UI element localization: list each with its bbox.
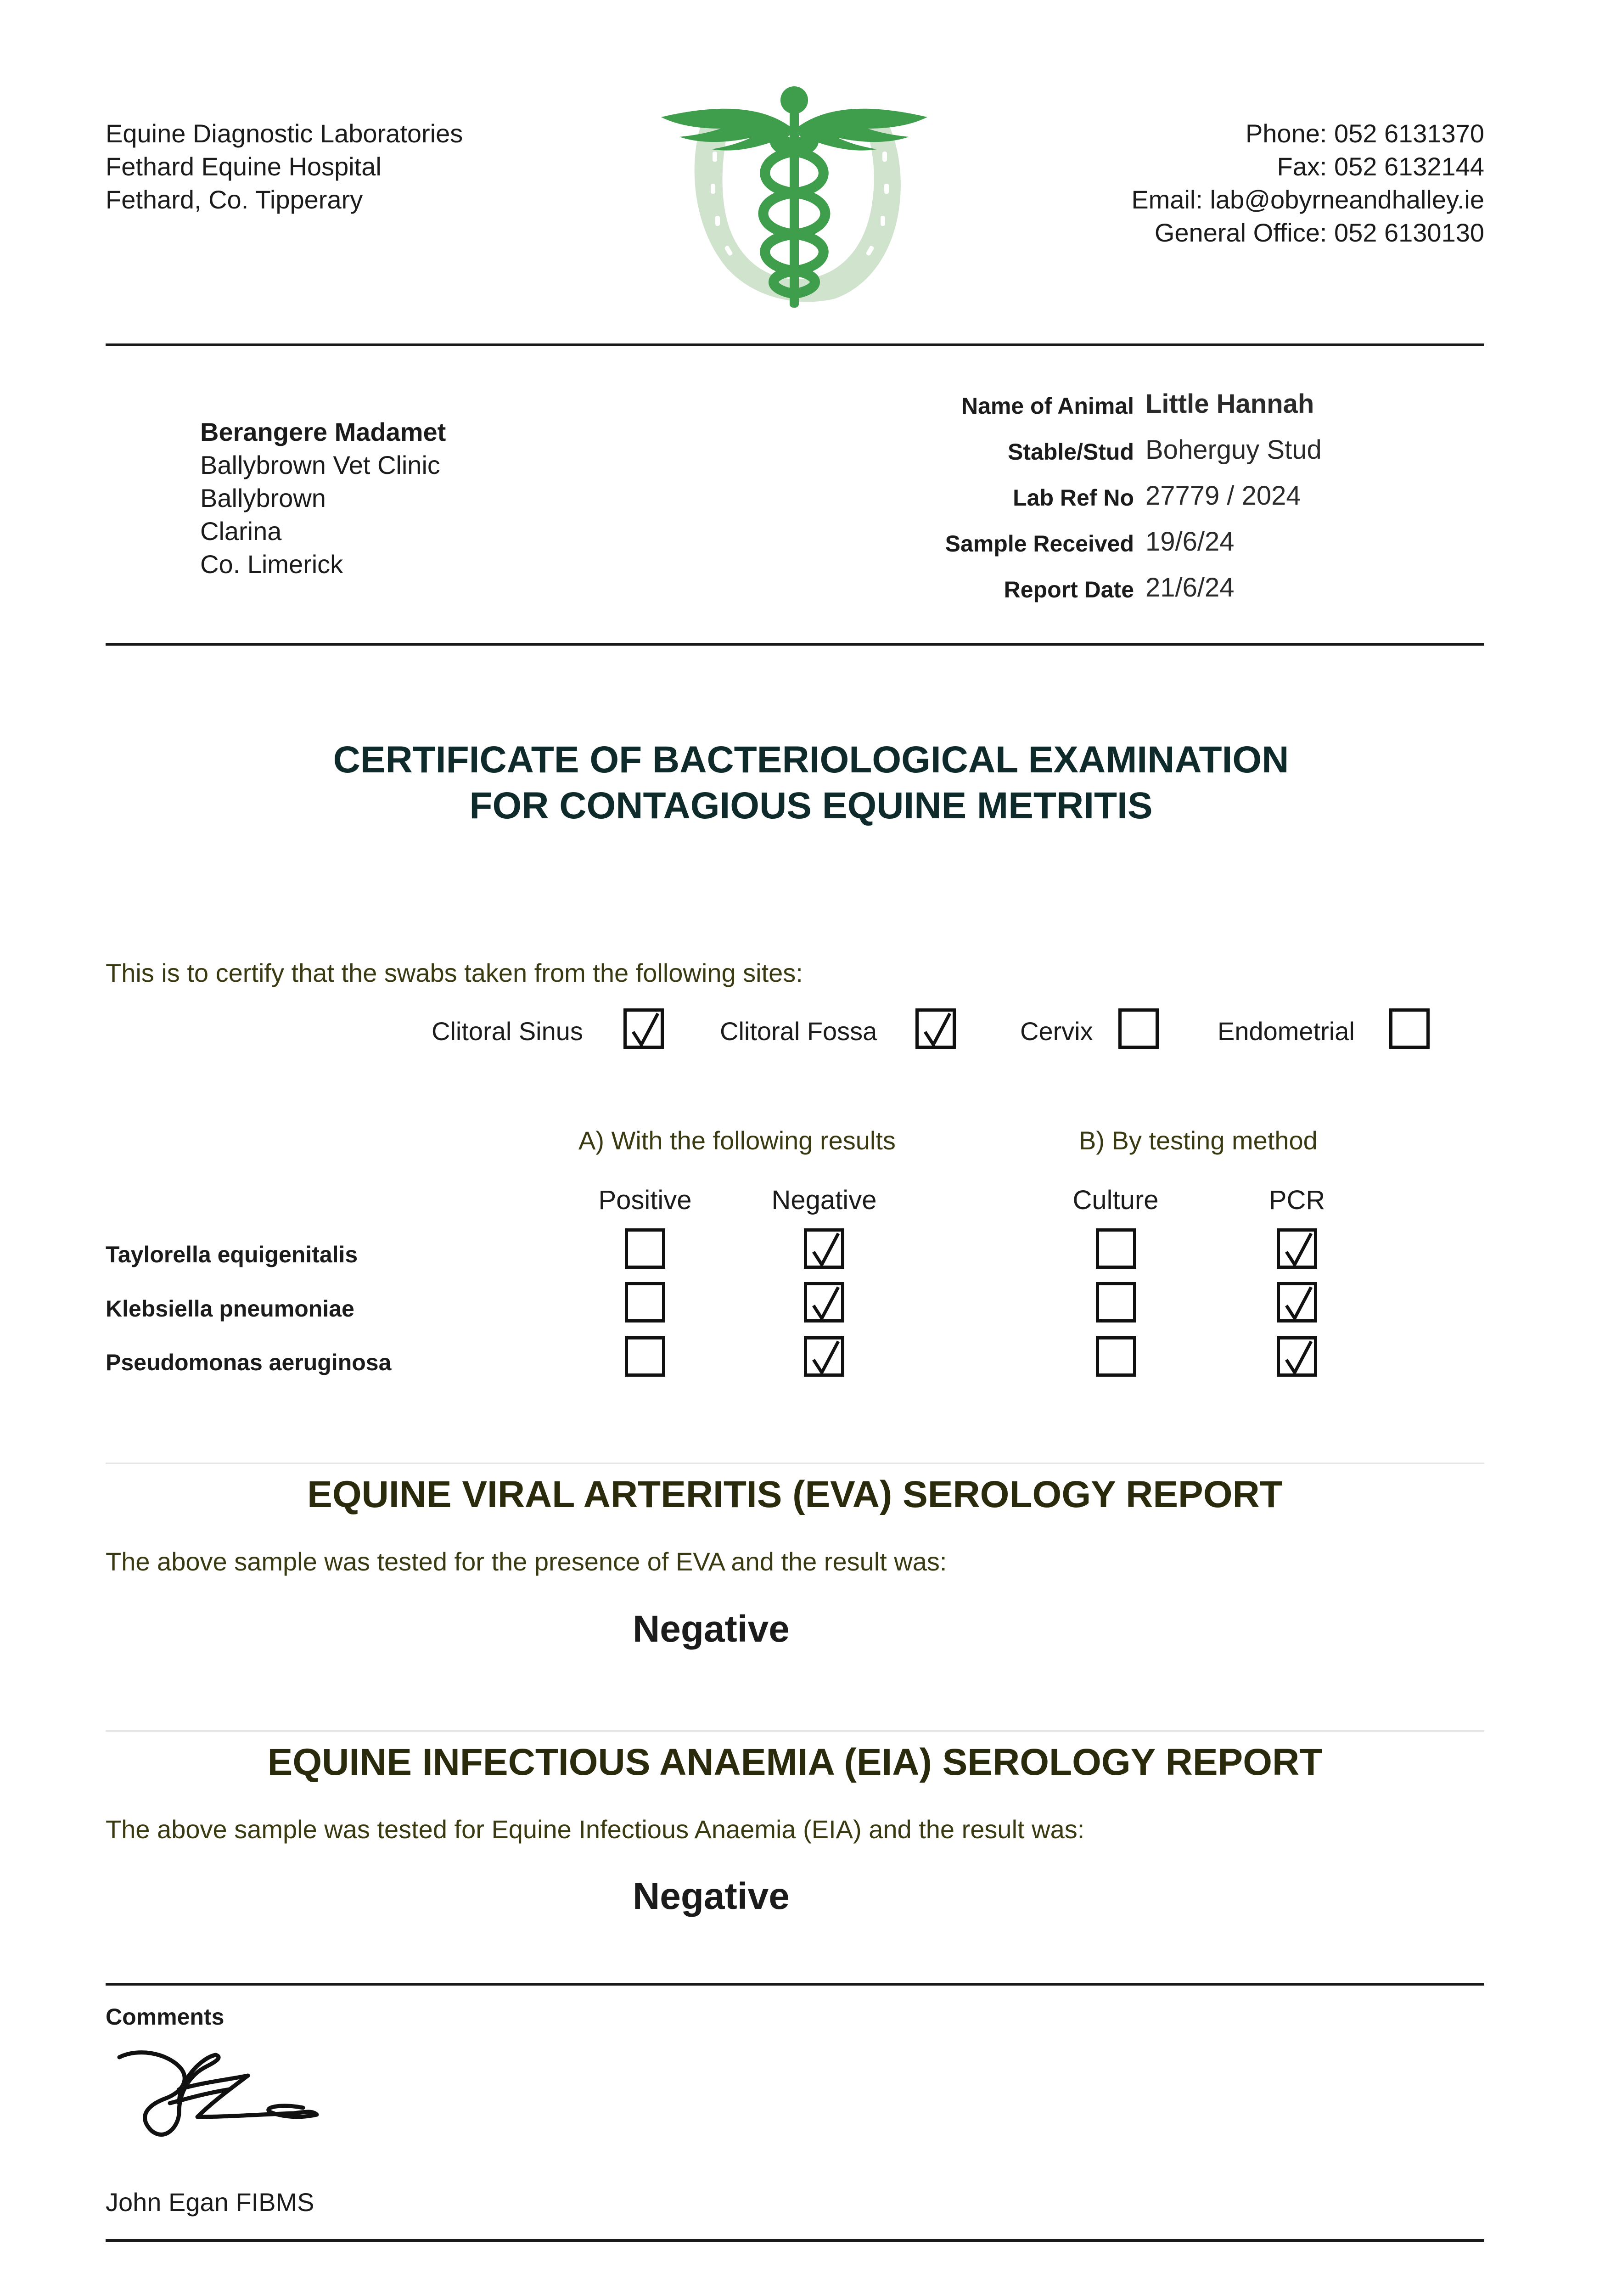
checkbox-pseudomonas-negative[interactable] [804,1336,844,1377]
contact-general-office: General Office: 052 6130130 [1154,218,1484,247]
lab-address-line: Fethard, Co. Tipperary [106,185,363,214]
divider [106,643,1484,646]
divider [106,343,1484,346]
checkbox-taylorella-pcr[interactable] [1277,1228,1317,1269]
signatory-name: John Egan FIBMS [106,2188,314,2217]
site-checkbox-cervix[interactable] [1118,1008,1159,1049]
checkbox-taylorella-negative[interactable] [804,1228,844,1269]
site-checkbox-endometrial[interactable] [1389,1008,1430,1049]
recipient-address-line: Ballybrown [200,484,326,512]
value-report-date: 21/6/24 [1145,573,1235,602]
site-checkbox-clitoral-sinus[interactable] [623,1008,664,1049]
checkbox-klebsiella-culture[interactable] [1096,1282,1136,1322]
label-report-date: Report Date [1004,577,1134,602]
label-sample-received: Sample Received [945,531,1134,557]
recipient-address-line: Clarina [200,517,282,546]
eva-result: Negative [633,1608,790,1650]
recipient-name: Berangere Madamet [200,417,446,446]
results-heading: A) With the following results [578,1126,896,1155]
eva-text: The above sample was tested for the presence of EVA and the result was: [106,1547,947,1576]
checkbox-klebsiella-negative[interactable] [804,1282,844,1322]
lab-address-line: Fethard Equine Hospital [106,152,382,181]
contact-phone: Phone: 052 6131370 [1245,119,1484,148]
value-sample-received: 19/6/24 [1145,527,1235,557]
checkbox-pseudomonas-pcr[interactable] [1277,1336,1317,1377]
column-pcr: PCR [1268,1185,1325,1215]
recipient-block [200,416,446,581]
caduceus-horseshoe-icon [661,83,927,312]
eia-result: Negative [633,1875,790,1917]
contact-info [1131,117,1484,249]
eia-title: EQUINE INFECTIOUS ANAEMIA (EIA) SEROLOGY REPORT [267,1741,1323,1783]
checkbox-klebsiella-pcr[interactable] [1277,1282,1317,1322]
column-culture: Culture [1072,1185,1159,1215]
divider [106,1463,1484,1464]
column-negative: Negative [771,1185,877,1215]
certificate-title-line1: CERTIFICATE OF BACTERIOLOGICAL EXAMINATION [333,739,1289,781]
divider [106,1983,1484,1986]
recipient-address-line: Ballybrown Vet Clinic [200,450,440,479]
contact-email: Email: lab@obyrneandhalley.ie [1131,185,1484,214]
checkbox-pseudomonas-culture[interactable] [1096,1336,1136,1377]
eia-text: The above sample was tested for Equine Infectious Anaemia (EIA) and the result was: [106,1815,1085,1844]
eva-title: EQUINE VIRAL ARTERITIS (EVA) SEROLOGY REPORT [307,1474,1283,1515]
column-positive: Positive [598,1185,692,1215]
value-name-of-animal: Little Hannah [1145,389,1314,419]
checkbox-pseudomonas-positive[interactable] [625,1336,665,1377]
site-label-cervix: Cervix [1020,1017,1093,1046]
method-heading: B) By testing method [1079,1126,1318,1155]
value-stable-stud: Boherguy Stud [1145,435,1322,465]
comments-label: Comments [106,2004,224,2030]
label-name-of-animal: Name of Animal [961,393,1134,419]
checkbox-taylorella-positive[interactable] [625,1228,665,1269]
signature [110,2039,340,2149]
lab-address-line: Equine Diagnostic Laboratories [106,119,463,148]
site-label-clitoral-fossa: Clitoral Fossa [720,1017,877,1046]
site-label-endometrial: Endometrial [1218,1017,1355,1046]
divider [106,1730,1484,1732]
certificate-title-line2: FOR CONTAGIOUS EQUINE METRITIS [469,785,1153,827]
site-checkbox-clitoral-fossa[interactable] [915,1008,956,1049]
organism-taylorella: Taylorella equigenitalis [106,1242,358,1267]
organism-pseudomonas: Pseudomonas aeruginosa [106,1350,392,1375]
label-lab-ref: Lab Ref No [1013,485,1134,511]
recipient-address-line: Co. Limerick [200,550,343,579]
checkbox-klebsiella-positive[interactable] [625,1282,665,1322]
checkbox-taylorella-culture[interactable] [1096,1228,1136,1269]
lab-address [106,117,463,216]
value-lab-ref: 27779 / 2024 [1145,481,1301,511]
site-label-clitoral-sinus: Clitoral Sinus [432,1017,583,1046]
label-stable-stud: Stable/Stud [1007,439,1134,465]
contact-fax: Fax: 052 6132144 [1277,152,1484,181]
certify-intro: This is to certify that the swabs taken from the following sites: [106,958,803,987]
divider [106,2239,1484,2242]
organism-klebsiella: Klebsiella pneumoniae [106,1296,354,1322]
